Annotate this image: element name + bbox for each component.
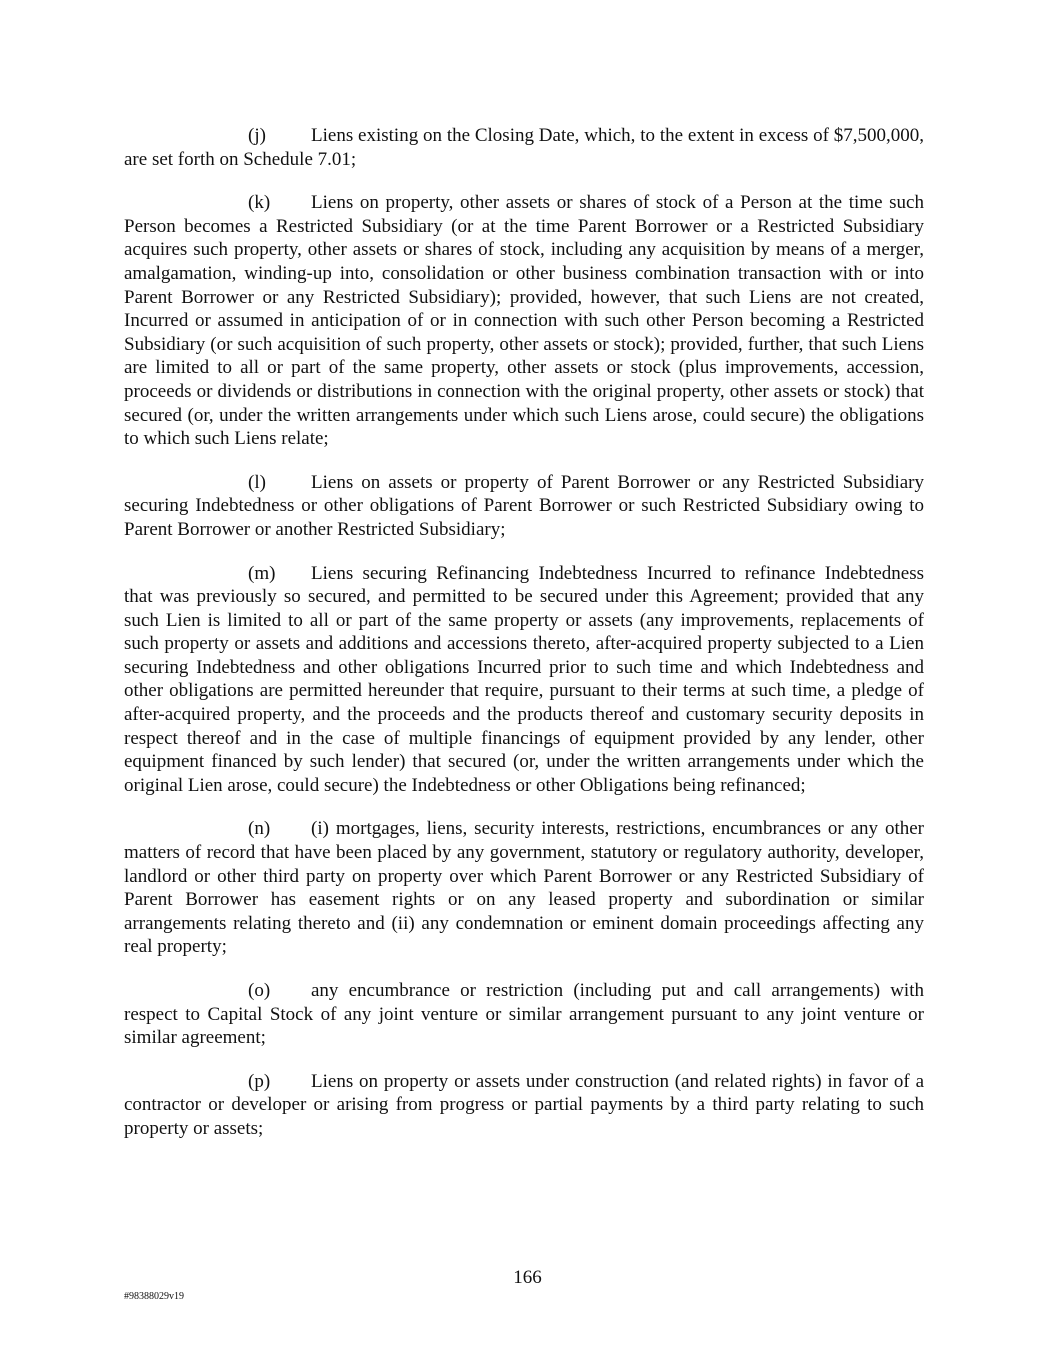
clause-label: (m): [248, 562, 276, 584]
page-body: [124, 124, 924, 1161]
clause-label: (o): [248, 980, 271, 1001]
clause-text: Liens on property or assets under construction (and related rights) in favor of a contractor or developer or arising from progress or partial payments by a third party relating to such property or assets;: [124, 1070, 924, 1139]
clause-label: (n): [248, 818, 271, 840]
clause-text: (i) mortgages, liens, security interests, restrictions, encumbrances or any other matters of record that have been placed by any government, statutory or regulatory authority, developer, landlord or other third party on property over which Parent Borrower or any Restricted Subsidiary of Parent Borrower has easement rights or on any leased property and subordination or similar arrangements relating thereto and (ii) any condemnation or eminent domain proceedings affecting any real property;: [124, 818, 924, 958]
clause-m: [124, 562, 924, 798]
clause-label: (j): [248, 125, 266, 146]
clause-o: [124, 979, 924, 1050]
clause-p: [124, 1070, 924, 1141]
clause-label: (p): [248, 1070, 271, 1092]
clause-l: [124, 471, 924, 542]
clause-text: Liens existing on the Closing Date, which, to the extent in excess of $7,500,000, are set forth on Schedule 7.01;: [124, 125, 924, 170]
clause-label: (k): [248, 192, 271, 214]
clause-n: [124, 817, 924, 959]
document-id: #98388029v19: [124, 1291, 184, 1302]
clause-text: any encumbrance or restriction (including put and call arrangements) with respect to Capital Stock of any joint venture or similar arrangement pursuant to any joint venture or similar agreement;: [124, 980, 924, 1049]
clause-text: Liens securing Refinancing Indebtedness Incurred to refinance Indebtedness that was previously so secured, and permitted to be secured under this Agreement; provided that any such Lien is limited to all or part of the same property or assets (any improvements, replacements of such property or assets and additions and accessions thereto, after-acquired property subjected to a Lien securing Indebtedness and other obligations Incurred prior to such time and which Indebtedness and other obligations are permitted hereunder that require, pursuant to their terms at such time, a pledge of after-acquired property, and the proceeds and the products thereof and customary security deposits in respect thereof and in the case of multiple financings of equipment provided by any lender, other equipment financed by such lender) that secured (or, under the written arrangements under which the original Lien arose, could secure) the Indebtedness or other Obligations being refinanced;: [124, 562, 924, 796]
clause-text: Liens on property, other assets or shares of stock of a Person at the time such Person becomes a Restricted Subsidiary (or at the time Parent Borrower or a Restricted Subsidiary acquires such property, other assets or shares of stock, including any acquisition by means of a merger, amalgamation, winding-up into, consolidation or other business combination transaction with or into Parent Borrower or any Restricted Subsidiary); provided, however, that such Liens are not created, Incurred or assumed in anticipation of or in connection with such other Person becoming a Restricted Subsidiary (or such acquisition of such property, other assets or stock); provided, further, that such Liens are limited to all or part of the same property, other assets or stock (plus improvements, accession, proceeds or dividends or distributions in connection with the original property, other assets or stock) that secured (or, under the written arrangements under which such Liens arose, could secure) the obligations to which such Liens relate;: [124, 192, 924, 450]
clause-k: [124, 191, 924, 451]
clause-j: [124, 124, 924, 171]
clause-label: (l): [248, 471, 266, 493]
clause-text: Liens on assets or property of Parent Borrower or any Restricted Subsidiary securing Indebtedness or other obligations of Parent Borrower or such Restricted Subsidiary owing to Parent Borrower or another Restricted Subsidiary;: [124, 471, 924, 540]
page-number: 166: [513, 1267, 542, 1288]
